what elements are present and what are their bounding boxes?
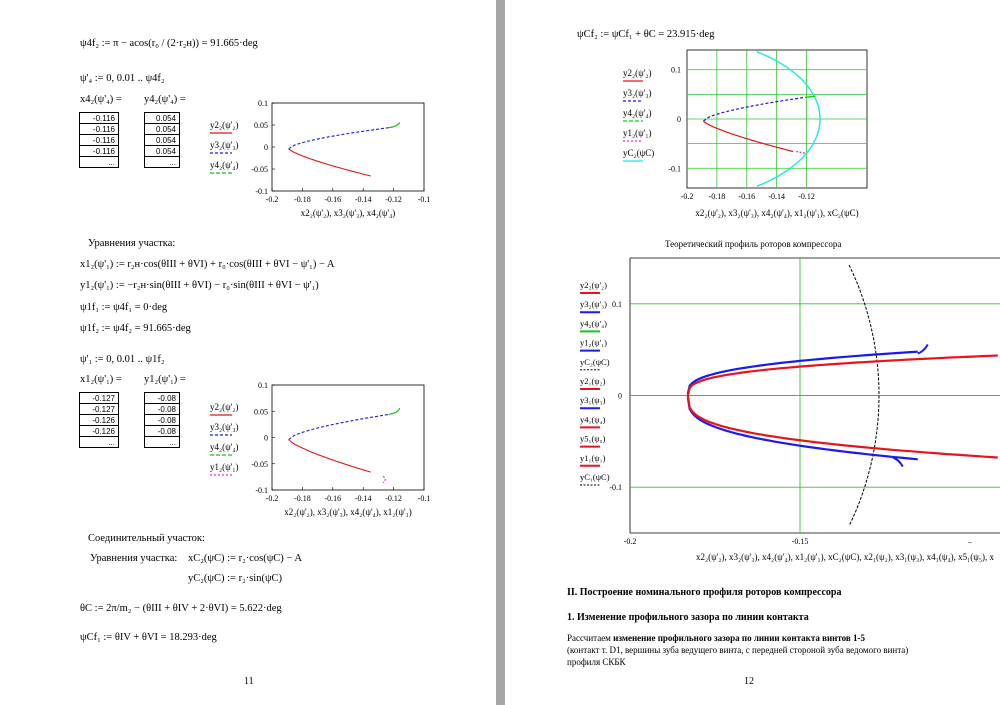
legend-label: y2₂(ψ'₂): [580, 280, 607, 290]
legend-label: y1₂(ψ'₁): [580, 337, 607, 348]
x-tick-label: -0.16: [324, 195, 342, 204]
legend-label: yC₁(ψC): [580, 472, 610, 482]
y4-label: y4₂(ψ'₄) =: [144, 94, 186, 105]
legend-label: y2₁(ψ₂): [580, 376, 606, 386]
legend-label: y3₂(ψ'₃): [623, 88, 652, 98]
y-tick-label: -0.1: [609, 483, 622, 493]
y-tick-label: -0.05: [251, 459, 268, 469]
x-axis-label: x2₂(ψ'₂), x3₂(ψ'₃), x4₂(ψ'₄), x1₂(ψ'₁), xC₂(ψC), x2₁(ψ₂), x3₁(ψ₃), x4₁(ψ₄), x5₁(ψ₅), x: [696, 552, 994, 562]
x-tick-label: -0.18: [294, 494, 311, 503]
table-cell: ...: [145, 437, 180, 448]
plot-2: [0, 0, 496, 540]
connecting-sector-title: Соединительный участок:: [88, 533, 205, 544]
table-cell: -0.116: [80, 113, 119, 124]
eq-psiCf1: ψCf₁ := θIV + θVI = 18.293·deg: [80, 632, 217, 643]
eq-yC: yC₂(ψC) := r₂·sin(ψC): [188, 573, 283, 584]
legend-label: yC₂(ψC): [580, 356, 610, 367]
x-tick-label: -0.2: [680, 192, 694, 201]
x-tick-label: -0.12: [385, 195, 402, 204]
table-cell: -0.08: [145, 404, 180, 415]
range-psi4: ψ'₄ := 0, 0.01 .. ψ4f₂: [80, 73, 165, 84]
y-tick-label: -0.1: [255, 486, 268, 495]
blue-tip-lower: [893, 458, 903, 467]
y-tick-label: 0: [264, 143, 268, 152]
legend-label: yC₂(ψC): [623, 148, 655, 158]
page-number: 11: [244, 676, 254, 687]
y-tick-label: -0.1: [668, 164, 681, 174]
y-tick-label: 0.1: [671, 65, 681, 75]
table-cell: -0.08: [145, 426, 180, 437]
table-cell: -0.116: [80, 146, 119, 157]
x-axis-label: x2₂(ψ'₂), x3₂(ψ'₃), x4₂(ψ'₄), x1₂(ψ'₁): [284, 507, 412, 517]
legend-label: y3₂(ψ'₃): [210, 140, 239, 150]
x-tick-label: –: [968, 537, 972, 546]
theoretical-profile-title: Теоретический профиль роторов компрессора: [665, 239, 842, 249]
legend-label: y4₂(ψ'₄): [580, 318, 607, 329]
x-tick-label: -0.1: [417, 195, 431, 204]
x-axis-label: x2₂(ψ'₂), x3₂(ψ'₃), x4₂(ψ'₄): [300, 208, 396, 218]
y-tick-label: 0: [677, 115, 681, 124]
legend-label: y4₁(ψ₄): [580, 414, 606, 425]
legend-label: y2₂(ψ'₂): [623, 68, 652, 78]
legend-label: y4₂(ψ'₄): [623, 108, 652, 118]
sector-equations-title: Уравнения участка:: [88, 238, 176, 249]
y-tick-label: -0.1: [255, 187, 268, 196]
x-tick-label: -0.16: [324, 494, 342, 503]
x-tick-label: -0.16: [738, 192, 756, 201]
y-tick-label: 0.1: [258, 381, 268, 390]
eq-psiCf2: ψCf₂ := ψCf₁ + θC = 23.915·deg: [577, 29, 715, 40]
eq-psi4f2: ψ4f₂ := π − acos(r₀ / (2·r₂н)) = 91.665·deg: [80, 38, 258, 49]
legend-label: y3₂(ψ'₃): [210, 422, 239, 432]
x-tick-label: -0.12: [385, 494, 402, 503]
paragraph-line-3: профиля СКБК: [567, 657, 626, 667]
x1-label: x1₂(ψ'₁) =: [80, 374, 122, 385]
x-tick-label: -0.2: [265, 195, 279, 204]
y-tick-label: -0.05: [251, 165, 268, 174]
x-tick-label: -0.15: [791, 537, 809, 546]
legend-label: y2₂(ψ'₂): [210, 402, 239, 412]
curve-y2: [289, 440, 371, 473]
y-tick-label: 0: [264, 433, 268, 443]
legend-label: y1₁(ψ₁): [580, 452, 606, 463]
table-cell: 0.054: [145, 135, 180, 146]
legend-label: y1₂(ψ'₁): [210, 462, 239, 472]
table-cell: -0.116: [80, 124, 119, 135]
eq-xC: xC₂(ψC) := r₂·cos(ψC) − A: [188, 553, 302, 564]
table-cell: -0.127: [80, 404, 119, 415]
x-tick-label: -0.1: [417, 494, 431, 503]
x-tick-label: -0.2: [623, 537, 637, 546]
x-tick-label: -0.12: [798, 192, 815, 201]
y1-label: y1₂(ψ'₁) =: [144, 374, 186, 385]
x-tick-label: -0.14: [768, 192, 785, 201]
table-cell: ...: [145, 157, 180, 168]
legend-label: y3₂(ψ'₃): [580, 299, 607, 310]
eq-y1: y1₂(ψ'₁) := −r₂н·sin(θIII + θVI) − r₀·sin(θIII + θVI − ψ'₁): [80, 280, 319, 291]
table-cell: 0.054: [145, 113, 180, 124]
table-cell: ...: [80, 437, 119, 448]
table-cell: -0.116: [80, 135, 119, 146]
curve-y1-driving-upper: [688, 356, 998, 396]
eq-psi1f2: ψ1f₂ := ψ4f₂ = 91.665·deg: [80, 323, 191, 334]
legend-label: y2₂(ψ'₂): [210, 120, 239, 130]
section-title: II. Построение номинального профиля роторов компрессора: [567, 587, 842, 598]
table-cell: ...: [80, 157, 119, 168]
blue-tip-upper: [918, 345, 928, 354]
eq-x1: x1₂(ψ'₁) := r₂н·cos(θIII + θVI) + r₀·cos(θIII + θVI − ψ'₁) − A: [80, 259, 335, 270]
table-cell: 0.054: [145, 124, 180, 135]
x-axis-label: x2₂(ψ'₂), x3₂(ψ'₃), x4₂(ψ'₄), x1₂(ψ'₁), xC₂(ψC): [695, 208, 859, 218]
x-tick-label: -0.18: [294, 195, 311, 204]
curve-y1-driving-lower: [688, 396, 998, 458]
curve-y2-driven-upper: [688, 352, 918, 394]
y-tick-label: 0.05: [254, 121, 268, 130]
table-cell: -0.126: [80, 415, 119, 426]
y-tick-label: 0.05: [254, 407, 268, 417]
y-tick-label: 0.1: [612, 299, 622, 309]
x4-label: x4₂(ψ'₄) =: [80, 94, 122, 105]
legend-label: y4₂(ψ'₄): [210, 160, 239, 170]
range-psi1: ψ'₁ := 0, 0.01 .. ψ1f₂: [80, 354, 165, 365]
y-tick-label: 0.1: [258, 99, 268, 108]
x-tick-label: -0.14: [354, 494, 372, 503]
table-cell: -0.08: [145, 393, 180, 404]
x-tick-label: -0.2: [265, 494, 279, 503]
sector-equations-title-2: Уравнения участка:: [90, 553, 178, 564]
legend-label: y3₁(ψ₃): [580, 395, 606, 406]
subsection-title: 1. Изменение профильного зазора по линии контакта: [567, 612, 809, 623]
x-tick-label: -0.14: [354, 195, 372, 204]
legend-label: y1₂(ψ'₁): [623, 128, 652, 138]
eq-thetaC: θC := 2π/m₂ − (θIII + θIV + 2·θVI) = 5.622·deg: [80, 603, 282, 614]
curve-y4: [389, 408, 400, 414]
eq-psi1f1: ψ1f₁ := ψ4f₁ = 0·deg: [80, 302, 168, 313]
legend-label: y4₂(ψ'₄): [210, 442, 239, 452]
curve-y1: [383, 476, 385, 482]
table-cell: -0.08: [145, 415, 180, 426]
x-tick-label: -0.18: [708, 192, 726, 201]
paragraph-line-2: (контакт т. D1, вершины зуба ведущего винта, с передней стороной зуба ведомого винта): [567, 645, 909, 655]
y-tick-label: 0: [618, 391, 622, 401]
legend-label: y5₁(ψ₅): [580, 433, 606, 444]
table-cell: 0.054: [145, 146, 180, 157]
page-11: [0, 0, 496, 705]
paragraph-line-1: Рассчитаем изменение профильного зазора по линии контакта винтов 1-5: [567, 633, 866, 643]
page-12: [505, 0, 1000, 705]
table-cell: -0.127: [80, 393, 119, 404]
page-number: 12: [744, 676, 754, 687]
table-cell: -0.126: [80, 426, 119, 437]
curve-y3: [289, 414, 389, 439]
plot-4: [505, 0, 1000, 575]
plot-frame: [272, 385, 424, 490]
